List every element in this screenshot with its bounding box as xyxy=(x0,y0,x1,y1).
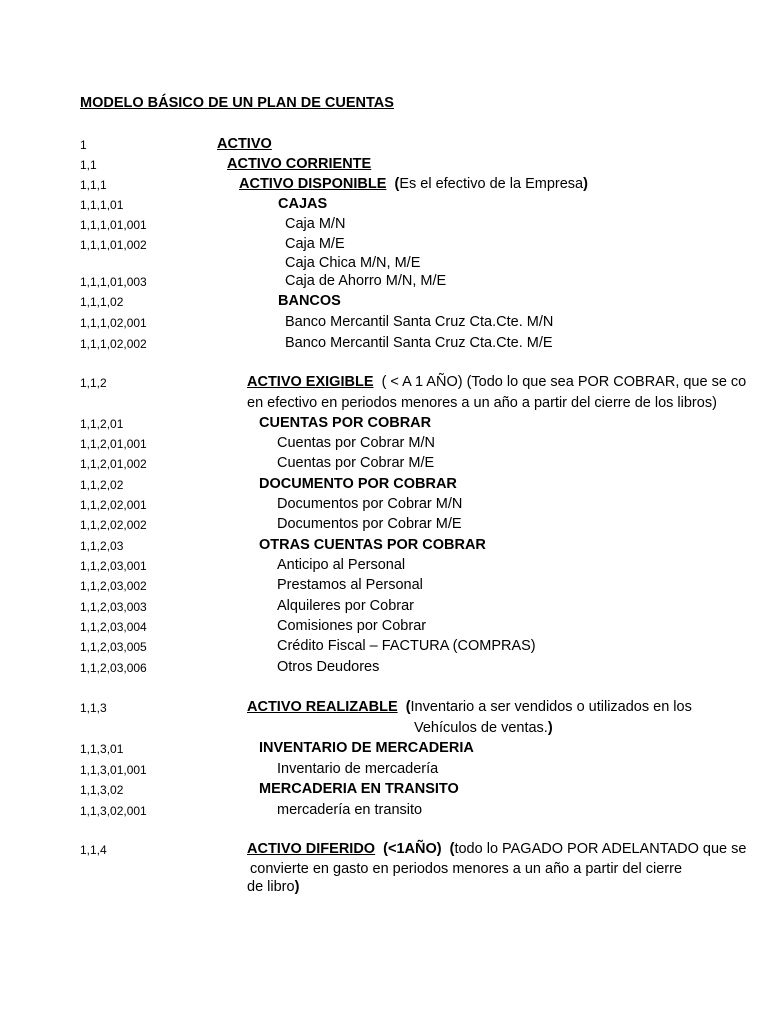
account-name: Prestamos al Personal xyxy=(277,577,423,593)
account-note-continuation: Vehículos de ventas. xyxy=(414,720,548,736)
account-row xyxy=(0,253,768,273)
account-name: Crédito Fiscal – FACTURA (COMPRAS) xyxy=(277,638,536,654)
account-name: Inventario de mercadería xyxy=(277,761,439,777)
account-name: ACTIVO xyxy=(217,136,272,152)
account-code: 1,1,1,02 xyxy=(80,295,124,309)
account-row xyxy=(0,555,768,575)
account-code: 1,1,2 xyxy=(80,376,107,390)
account-code: 1,1,2,03,003 xyxy=(80,600,147,614)
account-name: BANCOS xyxy=(278,293,341,309)
account-row xyxy=(0,759,768,779)
account-row xyxy=(0,194,768,214)
account-name: Banco Mercantil Santa Cruz Cta.Cte. M/N xyxy=(285,314,554,330)
document-title: MODELO BÁSICO DE UN PLAN DE CUENTAS xyxy=(80,95,394,111)
account-row xyxy=(0,291,768,311)
account-row xyxy=(0,214,768,234)
account-code: 1,1,2,03,001 xyxy=(80,559,147,573)
account-code: 1,1,1 xyxy=(80,178,107,192)
account-row xyxy=(0,779,768,799)
account-row xyxy=(0,474,768,494)
account-code: 1,1,2,01 xyxy=(80,417,124,431)
account-code: 1,1,3,02,001 xyxy=(80,804,147,818)
account-code: 1,1,1,01,002 xyxy=(80,238,147,252)
account-row xyxy=(0,372,768,392)
account-row xyxy=(0,535,768,555)
account-note-continuation: convierte en gasto en periodos menores a un año a partir del cierre xyxy=(250,861,683,877)
account-row: 1,1,3 ACTIVO REALIZABLE (Inventario a ser vendidos o utilizados en los xyxy=(80,699,692,715)
account-row xyxy=(0,433,768,453)
account-code: 1 xyxy=(80,138,87,152)
account-code: 1,1,2,03,005 xyxy=(80,640,147,654)
account-name: mercadería en transito xyxy=(277,802,423,818)
account-name: Alquileres por Cobrar xyxy=(277,598,415,614)
account-name: OTRAS CUENTAS POR COBRAR xyxy=(259,537,486,553)
account-term: (<1AÑO) xyxy=(383,841,442,857)
account-row xyxy=(0,134,768,154)
account-name: Caja de Ahorro M/N, M/E xyxy=(285,273,447,289)
account-name: ACTIVO REALIZABLE xyxy=(247,699,398,715)
account-code: 1,1,1,01 xyxy=(80,198,124,212)
account-name: Cuentas por Cobrar M/E xyxy=(277,455,435,471)
account-name: Anticipo al Personal xyxy=(277,557,406,573)
account-name: Caja M/E xyxy=(285,236,345,252)
account-code: 1,1,4 xyxy=(80,843,107,857)
account-name: Documentos por Cobrar M/E xyxy=(277,516,462,532)
account-name: CUENTAS POR COBRAR xyxy=(259,415,432,431)
account-row xyxy=(0,636,768,656)
account-row xyxy=(0,154,768,174)
account-note: Es el efectivo de la Empresa xyxy=(399,176,584,192)
account-row: 1,1,1 ACTIVO DISPONIBLE (Es el efectivo de la Empresa) xyxy=(80,176,588,192)
account-row xyxy=(0,453,768,473)
account-name: ACTIVO EXIGIBLE xyxy=(247,374,374,390)
account-code: 1,1,2,02,002 xyxy=(80,518,147,532)
account-name: Caja Chica M/N, M/E xyxy=(285,255,421,271)
account-code: 1,1,2,02 xyxy=(80,478,124,492)
account-name: CAJAS xyxy=(278,196,328,212)
account-name: ACTIVO DISPONIBLE xyxy=(239,176,387,192)
account-name: Documentos por Cobrar M/N xyxy=(277,496,463,512)
account-name: MERCADERIA EN TRANSITO xyxy=(259,781,459,797)
account-name: Comisiones por Cobrar xyxy=(277,618,427,634)
account-name: ACTIVO DIFERIDO xyxy=(247,841,376,857)
account-name: ACTIVO CORRIENTE xyxy=(227,156,372,172)
account-code: 1,1,1,01,003 xyxy=(80,275,147,289)
account-row xyxy=(0,312,768,332)
account-name: Otros Deudores xyxy=(277,659,380,675)
account-row xyxy=(0,575,768,595)
account-name: Cuentas por Cobrar M/N xyxy=(277,435,435,451)
account-code: 1,1,3,01,001 xyxy=(80,763,147,777)
account-row xyxy=(0,413,768,433)
account-row xyxy=(0,657,768,677)
account-code: 1,1,1,01,001 xyxy=(80,218,147,232)
account-row xyxy=(0,514,768,534)
account-row xyxy=(0,494,768,514)
account-name: Caja M/N xyxy=(285,216,346,232)
account-code: 1,1,3 xyxy=(80,701,107,715)
account-note: Inventario a ser vendidos o utilizados en los xyxy=(410,699,692,715)
account-note: todo lo PAGADO POR ADELANTADO que se xyxy=(454,841,747,857)
account-row xyxy=(0,234,768,254)
account-code: 1,1,2,01,002 xyxy=(80,457,147,471)
account-code: 1,1,2,03,002 xyxy=(80,579,147,593)
account-code: 1,1,1,02,001 xyxy=(80,316,147,330)
account-row xyxy=(0,596,768,616)
account-row xyxy=(0,616,768,636)
account-row: 1,1,4 ACTIVO DIFERIDO (<1AÑO) (todo lo PAGADO POR ADELANTADO que se xyxy=(80,841,747,857)
account-row xyxy=(0,738,768,758)
account-code: 1,1,2,02,001 xyxy=(80,498,147,512)
account-row xyxy=(0,800,768,820)
account-name: Banco Mercantil Santa Cruz Cta.Cte. M/E xyxy=(285,335,553,351)
account-name: INVENTARIO DE MERCADERIA xyxy=(259,740,474,756)
account-row xyxy=(0,271,768,291)
account-note-continuation: de libro xyxy=(247,879,295,895)
account-code: 1,1,1,02,002 xyxy=(80,337,147,351)
account-code: 1,1,2,03,004 xyxy=(80,620,147,634)
account-row xyxy=(0,333,768,353)
account-code: 1,1,3,01 xyxy=(80,742,124,756)
account-note-continuation: en efectivo en periodos menores a un año a partir del cierre de los libros) xyxy=(247,395,717,411)
account-code: 1,1 xyxy=(80,158,97,172)
account-name: DOCUMENTO POR COBRAR xyxy=(259,476,457,492)
account-code: 1,1,2,03,006 xyxy=(80,661,147,675)
account-code: 1,1,3,02 xyxy=(80,783,124,797)
account-code: 1,1,2,01,001 xyxy=(80,437,147,451)
account-note: ( < A 1 AÑO) (Todo lo que sea POR COBRAR, que se co xyxy=(381,374,747,390)
account-code: 1,1,2,03 xyxy=(80,539,124,553)
